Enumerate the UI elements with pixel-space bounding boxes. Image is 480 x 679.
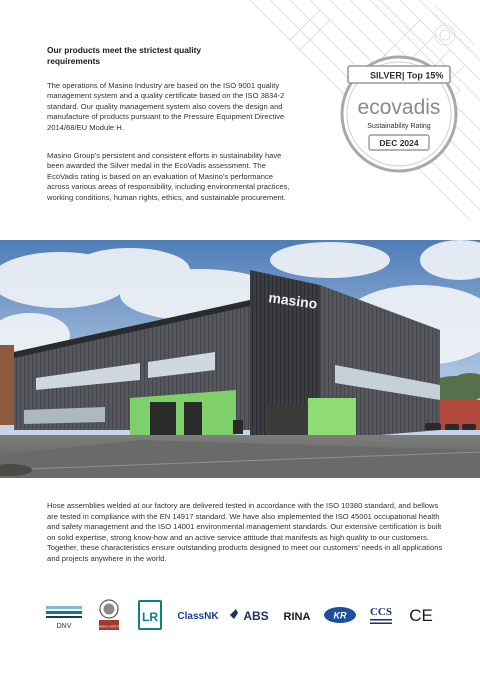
abs-logo [228,597,272,633]
badge-brand: ecovadis [357,96,441,119]
ce-text: CE [409,606,433,625]
certification-logos [44,597,439,633]
bureau-veritas-text: BUREAU VERITAS [96,624,122,629]
dnv-logo-text: DNV [56,623,72,630]
rina-text: RINA [283,611,311,623]
badge-date: DEC 2024 [379,138,419,148]
ecovadis-paragraph: Masino Group’s persistent and consistent efforts in sustainability have been awarded the Silver medal in the EcoVadis assessment. The EcoVadis rating is based on an evaluation of Masino’s performance across various areas of responsibility, including environmental practices, working conditions, human rights, ethics, and sustainable procurement. [47,151,290,202]
certification-paragraph: Hose assemblies welded at our factory are delivered tested in accordance with the ISO 10380 standard, and bellows are tested in compliance with the EN 14917 standard. We have also implemented the ISO 45001 occupational health and safety management and the ISO 14001 environmental management standards. Our extensive certification is built on solid expertise, strong know-how and an active service attitude that manifests as high quality to our customers. Together, these characteristics ensure outstanding products designed to meet our customers’ needs in all applications and projects anywhere in the world. [47,501,443,563]
ccs-text: CCS [369,606,393,618]
kr-text: KR [333,610,347,621]
quality-paragraph: The operations of Masino Industry are based on the ISO 9001 quality management system and a quality certificate based on the ISO 3834-2 standard. Our quality management system also covers the design and manufacture of products pursuant to the Pressure Equipment Directive 2014/68/EU Module H. [47,81,285,132]
lr-text: LR [142,610,158,624]
korean-register-logo [322,597,358,633]
rina-logo [280,597,314,633]
ccs-logo [366,597,396,633]
building-sign: masino [267,289,319,312]
dnv-logo [44,597,84,633]
bureau-veritas-logo [96,597,122,633]
badge-rank-label: | Top 15% [402,70,444,81]
section-heading: Our products meet the strictest quality requirements [47,45,202,66]
factory-building-photo [0,240,480,478]
classnk-logo [174,597,222,633]
lloyds-register-logo [136,597,164,633]
abs-text: ABS [243,609,269,623]
ecovadis-badge [340,55,458,173]
ce-mark [406,597,436,633]
badge-rating-label: Sustainability Rating [367,123,431,130]
classnk-text: ClassNK [177,611,219,622]
badge-silver-label: SILVER [370,70,402,81]
